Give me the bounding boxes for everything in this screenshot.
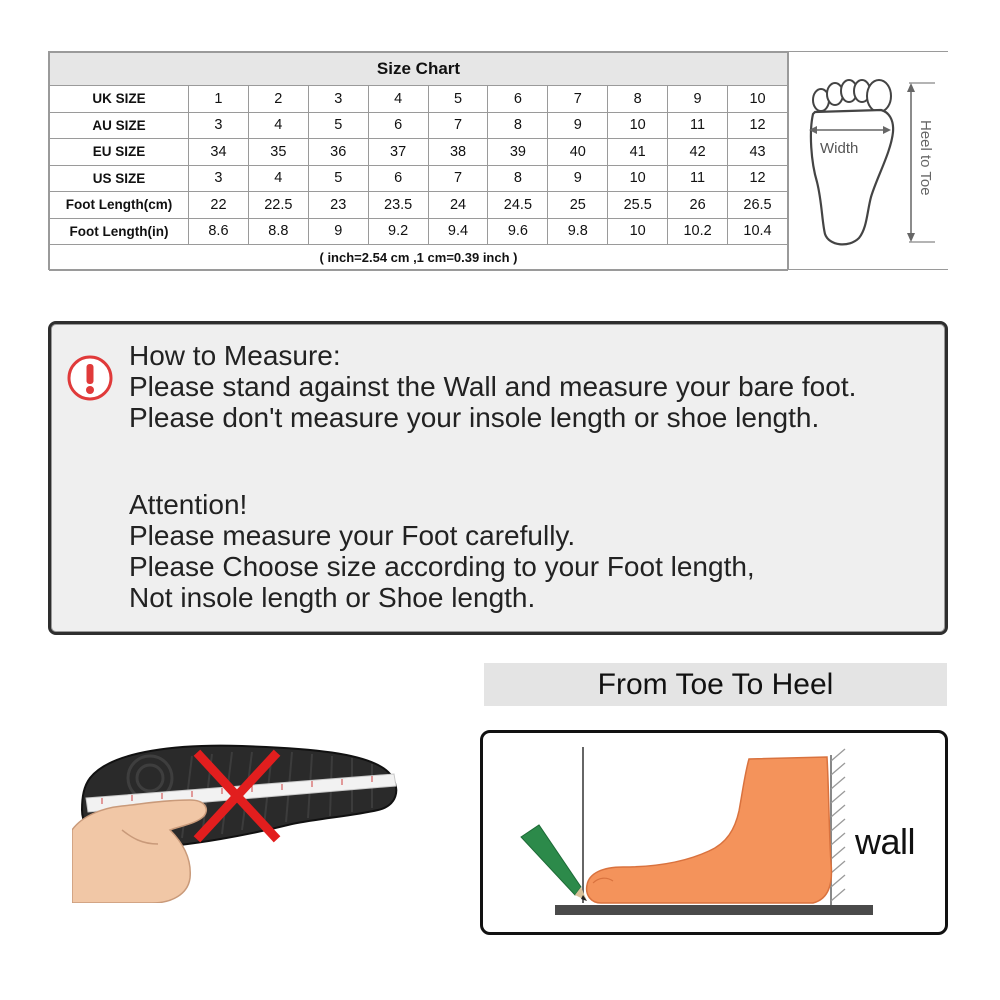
size-chart-row-label: AU SIZE xyxy=(50,112,189,139)
size-chart-cell: 3 xyxy=(308,86,368,113)
wall-label: wall xyxy=(855,821,916,862)
size-chart-cell: 6 xyxy=(488,86,548,113)
size-chart-row xyxy=(50,192,788,219)
exclamation-circle-icon xyxy=(67,355,113,401)
size-chart-cell: 1 xyxy=(189,86,249,113)
size-chart-cell: 42 xyxy=(668,139,728,166)
size-chart-cell: 7 xyxy=(428,112,488,139)
size-chart-cell: 22.5 xyxy=(248,192,308,219)
size-chart-cell: 10 xyxy=(608,112,668,139)
size-chart-row xyxy=(50,165,788,192)
conversion-note: ( inch=2.54 cm ,1 cm=0.39 inch ) xyxy=(50,245,788,271)
size-chart-cell: 5 xyxy=(428,86,488,113)
size-chart-row xyxy=(50,139,788,166)
attention-line: Please Choose size according to your Foot length, xyxy=(129,551,755,582)
how-to-measure-line: Please stand against the Wall and measure your bare foot. xyxy=(129,371,857,402)
size-chart xyxy=(48,51,948,270)
size-chart-cell: 9 xyxy=(668,86,728,113)
size-chart-row xyxy=(50,112,788,139)
size-chart-cell: 41 xyxy=(608,139,668,166)
size-chart-cell: 39 xyxy=(488,139,548,166)
size-chart-cell: 7 xyxy=(428,165,488,192)
measure-instructions xyxy=(48,321,948,635)
width-label: Width xyxy=(820,140,859,157)
size-chart-cell: 9.4 xyxy=(428,218,488,245)
size-chart-row-label: Foot Length(cm) xyxy=(50,192,189,219)
size-chart-cell: 3 xyxy=(189,112,249,139)
size-chart-cell: 9.8 xyxy=(548,218,608,245)
size-chart-cell: 34 xyxy=(189,139,249,166)
size-chart-cell: 6 xyxy=(368,165,428,192)
size-chart-cell: 11 xyxy=(668,165,728,192)
foot-wall-illustration xyxy=(480,730,948,935)
size-chart-cell: 10.2 xyxy=(668,218,728,245)
attention-line: Please measure your Foot carefully. xyxy=(129,520,576,551)
size-chart-row xyxy=(50,218,788,245)
size-chart-cell: 38 xyxy=(428,139,488,166)
size-chart-cell: 9 xyxy=(548,112,608,139)
how-to-measure-line: Please don't measure your insole length or shoe length. xyxy=(129,402,820,433)
size-chart-row-label: UK SIZE xyxy=(50,86,189,113)
size-chart-row-label: EU SIZE xyxy=(50,139,189,166)
wrong-measure-image xyxy=(72,738,402,903)
size-chart-cell: 9.2 xyxy=(368,218,428,245)
size-chart-title: Size Chart xyxy=(50,53,788,86)
attention-text xyxy=(129,489,755,613)
size-chart-cell: 24 xyxy=(428,192,488,219)
size-chart-cell: 36 xyxy=(308,139,368,166)
size-chart-cell: 26.5 xyxy=(728,192,788,219)
size-chart-cell: 25 xyxy=(548,192,608,219)
size-chart-cell: 10.4 xyxy=(728,218,788,245)
foot-outline-icon xyxy=(789,52,948,269)
size-chart-cell: 9 xyxy=(548,165,608,192)
size-chart-cell: 6 xyxy=(368,112,428,139)
size-chart-cell: 8.8 xyxy=(248,218,308,245)
how-to-measure-text xyxy=(129,340,856,433)
size-chart-cell: 8.6 xyxy=(189,218,249,245)
size-chart-cell: 11 xyxy=(668,112,728,139)
heel-to-toe-label: Heel to Toe xyxy=(917,120,934,196)
size-chart-cell: 2 xyxy=(248,86,308,113)
size-chart-cell: 12 xyxy=(728,165,788,192)
size-chart-cell: 5 xyxy=(308,165,368,192)
size-chart-cell: 26 xyxy=(668,192,728,219)
size-chart-cell: 3 xyxy=(189,165,249,192)
size-chart-cell: 9.6 xyxy=(488,218,548,245)
size-chart-cell: 35 xyxy=(248,139,308,166)
size-chart-cell: 22 xyxy=(189,192,249,219)
size-chart-row-label: Foot Length(in) xyxy=(50,218,189,245)
size-chart-cell: 10 xyxy=(728,86,788,113)
size-chart-cell: 8 xyxy=(608,86,668,113)
how-to-measure-heading: How to Measure: xyxy=(129,340,341,371)
size-chart-cell: 7 xyxy=(548,86,608,113)
size-chart-cell: 12 xyxy=(728,112,788,139)
size-chart-row-label: US SIZE xyxy=(50,165,189,192)
foot-diagram xyxy=(788,52,948,269)
size-chart-cell: 4 xyxy=(368,86,428,113)
attention-line: Not insole length or Shoe length. xyxy=(129,582,536,613)
size-chart-cell: 25.5 xyxy=(608,192,668,219)
size-chart-cell: 23.5 xyxy=(368,192,428,219)
size-chart-cell: 4 xyxy=(248,165,308,192)
size-chart-cell: 9 xyxy=(308,218,368,245)
toe-to-heel-banner: From Toe To Heel xyxy=(484,663,947,706)
size-chart-cell: 43 xyxy=(728,139,788,166)
size-chart-table xyxy=(49,52,788,271)
size-chart-cell: 37 xyxy=(368,139,428,166)
size-chart-cell: 23 xyxy=(308,192,368,219)
size-chart-cell: 4 xyxy=(248,112,308,139)
size-chart-cell: 8 xyxy=(488,112,548,139)
size-chart-cell: 8 xyxy=(488,165,548,192)
size-chart-cell: 24.5 xyxy=(488,192,548,219)
size-chart-cell: 10 xyxy=(608,218,668,245)
size-chart-row xyxy=(50,86,788,113)
size-chart-cell: 5 xyxy=(308,112,368,139)
size-chart-cell: 10 xyxy=(608,165,668,192)
size-chart-cell: 40 xyxy=(548,139,608,166)
attention-heading: Attention! xyxy=(129,489,248,520)
